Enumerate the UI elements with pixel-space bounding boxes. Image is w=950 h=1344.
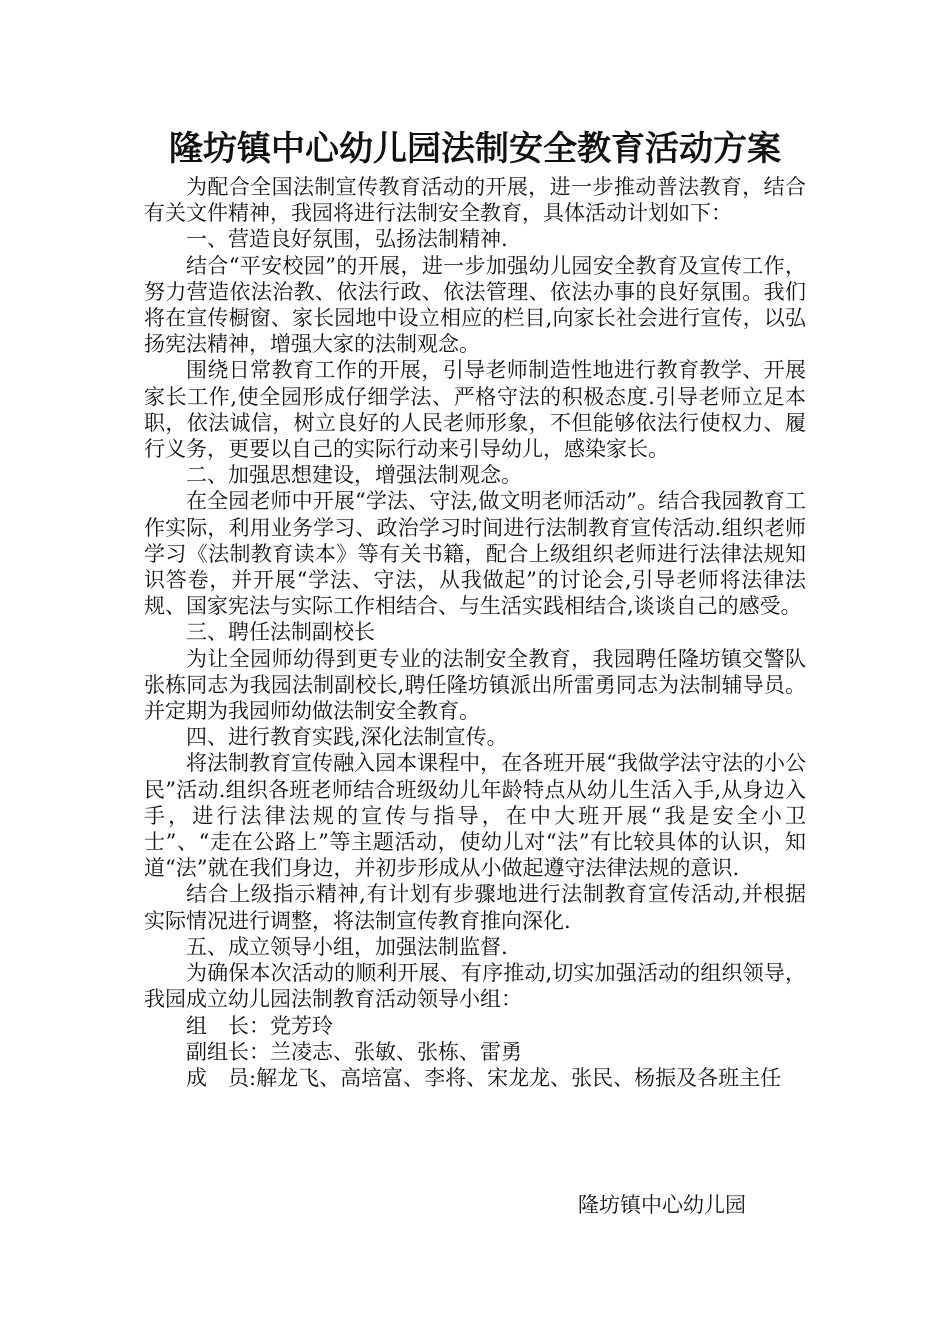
paragraph: 结合上级指示精神,有计划有步骤地进行法制教育宣传活动,并根据实际情况进行调整，将法制宣传教育推向深化.	[144, 882, 806, 933]
section-heading-5: 五、成立领导小组，加强法制监督.	[186, 934, 508, 959]
members-line: 成 员:解龙飞、高培富、李将、宋龙龙、张民、杨振及各班主任	[186, 1065, 782, 1090]
paragraph: 围绕日常教育工作的开展，引导老师制造性地进行教育教学、开展家长工作,使全园形成仔细学法、严格守法的积极态度.引导老师立足本职，依法诚信，树立良好的人民老师形象，不但能够依法行使权力、履行义务，更要以自己的实际行动来引导幼儿，感染家长。	[144, 358, 806, 462]
paragraph: 在全园老师中开展“学法、守法,做文明老师活动”。结合我园教育工作实际，利用业务学习、政治学习时间进行法制教育宣传活动.组织老师学习《法制教育读本》等有关书籍，配合上级组织老师进行法律法规知识答卷，并开展“学法、守法，从我做起”的讨论会,引导老师将法律法规、国家宪法与实际工作相结合、与生活实践相结合,谈谈自己的感受。	[144, 489, 806, 619]
section-heading-2: 二、加强思想建设，增强法制观念。	[186, 463, 522, 488]
section-heading-3: 三、聘任法制副校长	[186, 620, 375, 645]
group-leader-line: 组 长：党芳玲	[186, 1013, 333, 1038]
section-heading-1: 一、营造良好氛围，弘扬法制精神.	[186, 227, 508, 252]
paragraph: 为确保本次活动的顺利开展、有序推动,切实加强活动的组织领导，我园成立幼儿园法制教育活动领导小组：	[144, 961, 806, 1012]
section-heading-4: 四、进行教育实践,深化法制宣传。	[186, 725, 508, 750]
document-body	[144, 174, 806, 1091]
paragraph: 结合“平安校园”的开展，进一步加强幼儿园安全教育及宣传工作，努力营造依法治教、依法行政、依法管理、依法办事的良好氛围。我们将在宣传橱窗、家长园地中设立相应的栏目,向家长社会进行宣传，以弘扬宪法精神，增强大家的法制观念。	[144, 253, 806, 357]
document-title: 隆坊镇中心幼儿园法制安全教育活动方案	[169, 129, 781, 169]
signature-organization: 隆坊镇中心幼儿园	[578, 1193, 746, 1217]
paragraph: 将法制教育宣传融入园本课程中，在各班开展“我做学法守法的小公民”活动.组织各班老师结合班级幼儿年龄特点从幼儿生活入手,从身边入手，进行法律法规的宣传与指导，在中大班开展“我是安全小卫士”、“走在公路上”等主题活动，使幼儿对“法”有比较具体的认识，知道“法”就在我们身边，并初步形成从小做起遵守法律法规的意识.	[144, 751, 806, 881]
deputy-leader-line: 副组长：兰凌志、张敏、张栋、雷勇	[186, 1039, 522, 1064]
paragraph-intro: 为配合全国法制宣传教育活动的开展，进一步推动普法教育，结合有关文件精神，我园将进行法制安全教育，具体活动计划如下：	[144, 175, 806, 226]
paragraph: 为让全园师幼得到更专业的法制安全教育，我园聘任隆坊镇交警队张栋同志为我园法制副校长,聘任隆坊镇派出所雷勇同志为法制辅导员。并定期为我园师幼做法制安全教育。	[144, 646, 806, 724]
